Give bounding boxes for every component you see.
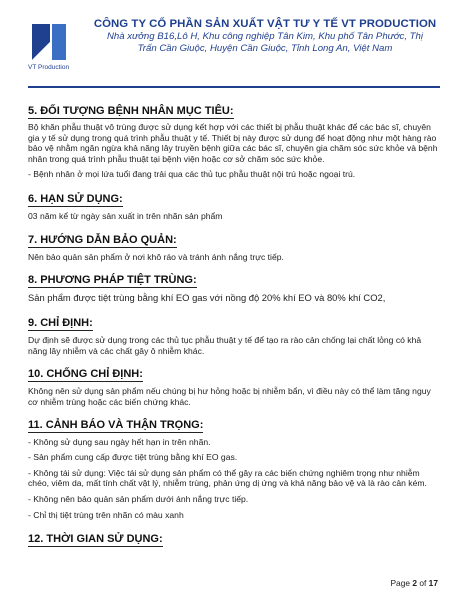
company-address-line2: Trấn Cần Giuộc, Huyện Cần Giuộc, Tỉnh Long An, Việt Nam (137, 42, 393, 54)
header-divider (28, 86, 440, 88)
section-paragraph: - Chỉ thị tiệt trùng trên nhãn có màu xanh (28, 509, 184, 520)
section-paragraph: - Sản phẩm cung cấp được tiệt trùng bằng khí EO gas. (28, 452, 238, 463)
company-info (80, 18, 450, 54)
section-heading: 9. CHỈ ĐỊNH: (28, 317, 93, 330)
page-total: 17 (428, 578, 438, 588)
section (28, 101, 440, 180)
section-paragraph: 03 năm kể từ ngày sản xuất in trên nhãn sản phẩm (28, 210, 223, 221)
document-body (28, 93, 440, 547)
logo-text: VT Production (28, 64, 70, 71)
of-label: of (419, 578, 427, 588)
section (28, 313, 440, 356)
section (28, 270, 440, 304)
section-paragraph: Dự định sẽ được sử dụng trong các thủ tục phẫu thuật y tế để tạo ra rào cản chống lại chất lỏng có khả năng lây nhiễm và các chất gây ô nhiễm khác. (28, 335, 422, 356)
section-paragraph: Nên bảo quản sản phẩm ở nơi khô ráo và tránh ánh nắng trực tiếp. (28, 251, 284, 262)
section-paragraph: - Không tái sử dụng: Việc tái sử dụng sản phẩm có thể gây ra các biến chứng nghiêm trọng như nhiễm chéo, viêm da, mất tính chất vật lý, nhiễm trùng, phản ứng dị ứng và khả năng bảo vệ và là rào cản kém. (28, 467, 427, 489)
company-name: CÔNG TY CỔ PHẦN SẢN XUẤT VẬT TƯ Y TẾ VT PRODUCTION (93, 18, 437, 30)
page-number: 2 (412, 578, 418, 588)
section-paragraph: Bộ khăn phẫu thuật vô trùng được sử dụng kết hợp với các thiết bị phẫu thuật khác để các bác sĩ, chuyên gia y tế sử dụng trong quá trình phẫu thuật y tế. Thiết bị này được sử dụng để hoạt động như một hàng rào bảo vệ nhằm ngăn ngừa khả năng lây truyền bệnh giữa các bác sĩ, chuyên gia chăm sóc sức khỏe và bệnh nhân trong quá trình phẫu thuật tại bệnh viện hoặc cơ sở chăm sóc sức khỏe. (28, 122, 438, 164)
section-heading: 12. THỜI GIAN SỬ DỤNG: (28, 533, 163, 546)
page-label: Page (390, 578, 411, 588)
section (28, 364, 440, 407)
company-logo (28, 20, 70, 70)
document-header (28, 18, 443, 80)
section-heading: 7. HƯỚNG DẪN BẢO QUẢN: (28, 233, 177, 246)
section (28, 230, 440, 263)
section-paragraph: Không nên sử dụng sản phẩm nếu chúng bị hư hỏng hoặc bị nhiễm bẩn, vì điều này có thể làm tăng nguy cơ nhiễm trùng hoặc các biến chứng khác. (28, 386, 431, 407)
section (28, 189, 440, 222)
section (28, 415, 440, 521)
section-paragraph: Sản phẩm được tiệt trùng bằng khí EO gas với nồng độ 20% khí EO và 80% khí CO2, (28, 292, 386, 304)
section-paragraph: - Không sử dụng sau ngày hết hạn in trên nhãn. (28, 436, 211, 447)
section-paragraph: - Bệnh nhân ở mọi lứa tuổi đang trải qua các thủ tục phẫu thuật nội trú hoặc ngoại trú. (28, 169, 356, 180)
section-heading: 8. PHƯƠNG PHÁP TIỆT TRÙNG: (28, 274, 197, 287)
company-address-line1: Nhà xưởng B16,Lô H, Khu công nghiệp Tân Kim, Khu phố Tân Phước, Thị (106, 31, 423, 42)
section (28, 529, 440, 547)
section-heading: 5. ĐỐI TƯỢNG BỆNH NHÂN MỤC TIÊU: (28, 105, 234, 117)
section-heading: 6. HẠN SỬ DỤNG: (28, 192, 123, 205)
section-paragraph: - Không nên bảo quản sản phẩm dưới ánh nắng trực tiếp. (28, 493, 249, 504)
section-heading: 11. CẢNH BÁO VÀ THẬN TRỌNG: (28, 418, 204, 431)
section-heading: 10. CHỐNG CHỈ ĐỊNH: (28, 368, 143, 381)
page-footer (390, 578, 438, 588)
vt-logo-icon (28, 20, 70, 64)
